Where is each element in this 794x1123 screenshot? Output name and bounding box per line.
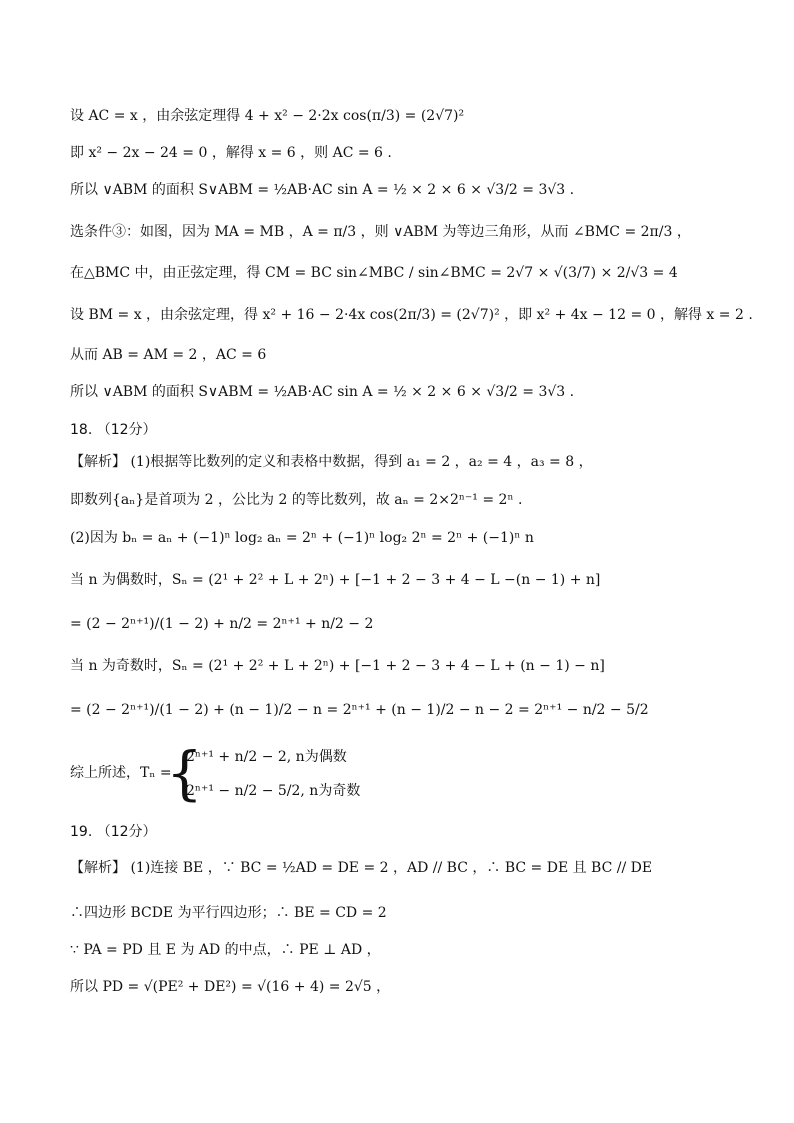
text-line: (2)因为 bₙ = aₙ + (−1)ⁿ log₂ aₙ = 2ⁿ + (−1)ⁿ log₂ 2ⁿ = 2ⁿ + (−1)ⁿ n xyxy=(70,530,534,546)
section-heading: 18. （12分） xyxy=(70,422,157,438)
text-line: 选条件③：如图，因为 MA = MB ，A = π/3 ，则 ∨ABM 为等边三角形，从而 ∠BMC = 2π/3 ， xyxy=(70,224,691,240)
text-line: = (2 − 2ⁿ⁺¹)/(1 − 2) + n/2 = 2ⁿ⁺¹ + n/2 − 2 xyxy=(70,616,374,632)
text-line: 所以 ∨ABM 的面积 S∨ABM = ½AB·AC sin A = ½ × 2 × 6 × √3/2 = 3√3 . xyxy=(70,182,575,198)
text-line: 所以 PD = √(PE² + DE²) = √(16 + 4) = 2√5 ， xyxy=(70,979,391,995)
text-line: 即数列{aₙ}是首项为 2 ，公比为 2 的等比数列，故 aₙ = 2×2ⁿ⁻¹ = 2ⁿ . xyxy=(70,492,523,508)
text-line: 所以 ∨ABM 的面积 S∨ABM = ½AB·AC sin A = ½ × 2 × 6 × √3/2 = 3√3 . xyxy=(70,384,575,400)
text-line: 在△BMC 中，由正弦定理，得 CM = BC sin∠MBC / sin∠BMC = 2√7 × √(3/7) × 2/√3 = 4 xyxy=(70,265,678,281)
text-line: = (2 − 2ⁿ⁺¹)/(1 − 2) + (n − 1)/2 − n = 2ⁿ⁺¹ + (n − 1)/2 − n − 2 = 2ⁿ⁺¹ − n/2 − 5/2 xyxy=(70,702,649,718)
text-line: 【解析】 (1)连接 BE ，∵ BC = ½AD = DE = 2 ，AD // BC ，∴ BC = DE 且 BC // DE xyxy=(70,860,653,876)
text-line: 当 n 为偶数时，Sₙ = (2¹ + 2² + L + 2ⁿ) + [−1 + 2 − 3 + 4 − L −(n − 1) + n] xyxy=(70,572,601,588)
text-line: 设 BM = x ，由余弦定理，得 x² + 16 − 2·4x cos(2π/3) = (2√7)² ，即 x² + 4x − 12 = 0 ，解得 x = 2 . xyxy=(70,307,753,323)
text-line: 【解析】 (1)根据等比数列的定义和表格中数据，得到 a₁ = 2 ，a₂ = 4 ，a₃ = 8 ， xyxy=(70,454,593,470)
summary-label: 综上所述，Tₙ = xyxy=(70,765,172,781)
text-line: 从而 AB = AM = 2 ，AC = 6 xyxy=(70,347,267,363)
text-line: 当 n 为奇数时，Sₙ = (2¹ + 2² + L + 2ⁿ) + [−1 + 2 − 3 + 4 − L + (n − 1) − n] xyxy=(70,658,605,674)
left-brace-icon: { xyxy=(166,739,203,807)
text-line: 即 x² − 2x − 24 = 0 ，解得 x = 6 ，则 AC = 6 . xyxy=(70,145,392,161)
text-line: ∵ PA = PD 且 E 为 AD 的中点，∴ PE ⊥ AD ， xyxy=(70,942,381,958)
piecewise-summary xyxy=(70,738,430,808)
text-line: 设 AC = x ，由余弦定理得 4 + x² − 2·2x cos(π/3) = (2√7)² xyxy=(70,108,465,124)
case-even: 2ⁿ⁺¹ + n/2 − 2, n为偶数 xyxy=(186,749,347,765)
case-odd: 2ⁿ⁺¹ − n/2 − 5/2, n为奇数 xyxy=(186,783,361,799)
text-line: ∴四边形 BCDE 为平行四边形；∴ BE = CD = 2 xyxy=(70,905,387,921)
section-heading: 19. （12分） xyxy=(70,824,157,840)
